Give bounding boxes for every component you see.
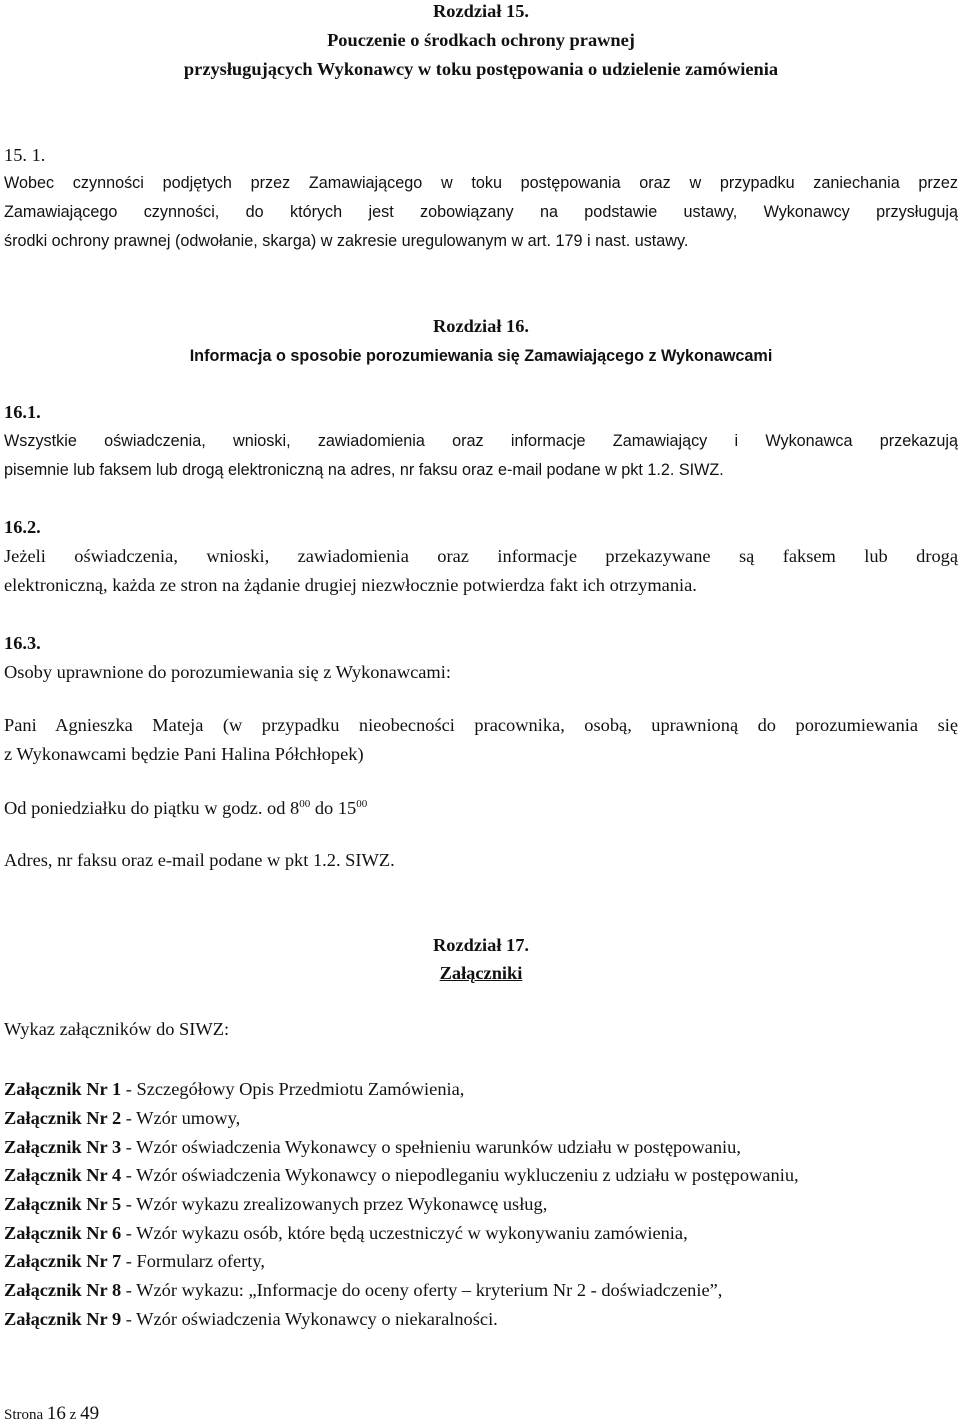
contact-address: Adres, nr faksu oraz e-mail podane w pkt 1.2. SIWZ. xyxy=(4,850,395,870)
attachment-description: - Formularz oferty, xyxy=(121,1251,266,1271)
attachment-description: - Wzór wykazu osób, które będą uczestniczyć w wykonywaniu zamówienia, xyxy=(121,1223,688,1243)
contact-person-line: Pani Agnieszka Mateja (w przypadku nieobecności pracownika, osobą, uprawnioną do porozumiewania się xyxy=(4,715,958,735)
office-hours xyxy=(4,797,958,819)
chapter-17-title: Załączniki xyxy=(439,963,523,983)
chapter-15-title-line-1: Pouczenie o środkach ochrony prawnej xyxy=(327,30,635,50)
section-16-2-line: Jeżeli oświadczenia, wnioski, zawiadomienia oraz informacje przekazywane są faksem lub drogą xyxy=(4,546,958,566)
attachment-description: - Wzór umowy, xyxy=(121,1108,241,1128)
current-page-number: 16 xyxy=(46,1403,66,1424)
attachment-item xyxy=(4,1164,958,1186)
attachment-list-intro: Wykaz załączników do SIWZ: xyxy=(4,1019,230,1039)
section-16-2-number: 16.2. xyxy=(4,517,41,537)
attachment-item xyxy=(4,1308,958,1330)
attachment-label: Załącznik Nr 1 xyxy=(4,1079,122,1099)
footer-separator: z xyxy=(65,1407,81,1423)
office-hours-prefix: Od poniedziałku do piątku w godz. od 8 xyxy=(4,798,300,818)
section-15-1-line: środki ochrony prawnej (odwołanie, skarga) w zakresie uregulowanym w art. 179 i nast. ustawy. xyxy=(4,232,689,250)
office-hours-end-minutes: 00 xyxy=(356,798,368,810)
contact-person-line: z Wykonawcami będzie Pani Halina Półchłopek) xyxy=(4,744,364,764)
chapter-15-title-line-2: przysługujących Wykonawcy w toku postępowania o udzielenie zamówienia xyxy=(183,59,779,79)
attachment-item xyxy=(4,1250,958,1272)
chapter-16-heading: Rozdział 16. xyxy=(432,316,530,336)
section-16-1-line: Wszystkie oświadczenia, wnioski, zawiadomienia oraz informacje Zamawiający i Wykonawca przekazują xyxy=(4,432,958,450)
attachment-item xyxy=(4,1136,958,1158)
attachment-item xyxy=(4,1078,958,1100)
chapter-16-title: Informacja o sposobie porozumiewania się Zamawiającego z Wykonawcami xyxy=(189,347,773,365)
attachment-label: Załącznik Nr 6 xyxy=(4,1223,122,1243)
attachment-item xyxy=(4,1222,958,1244)
attachment-description: - Wzór wykazu zrealizowanych przez Wykonawcę usług, xyxy=(121,1194,548,1214)
footer-prefix: Strona xyxy=(4,1407,47,1423)
attachment-description: - Wzór oświadczenia Wykonawcy o niekaralności. xyxy=(121,1309,498,1329)
section-16-2-line: elektroniczną, każda ze stron na żądanie drugiej niezwłocznie potwierdza fakt ich otrzymania. xyxy=(4,575,697,595)
attachment-label: Załącznik Nr 4 xyxy=(4,1165,122,1185)
section-15-1-number: 15. 1. xyxy=(4,145,46,165)
attachment-item xyxy=(4,1193,958,1215)
office-hours-start-minutes: 00 xyxy=(299,798,311,810)
attachment-description: - Szczegółowy Opis Przedmiotu Zamówienia, xyxy=(121,1079,465,1099)
attachment-item xyxy=(4,1107,958,1129)
section-16-1-number: 16.1. xyxy=(4,402,41,422)
section-16-1-line: pisemnie lub faksem lub drogą elektroniczną na adres, nr faksu oraz e-mail podane w pkt 1.2. SIWZ. xyxy=(4,461,724,479)
attachment-label: Załącznik Nr 9 xyxy=(4,1309,122,1329)
attachment-description: - Wzór oświadczenia Wykonawcy o spełnieniu warunków udziału w postępowaniu, xyxy=(121,1137,741,1157)
section-15-1-line: Wobec czynności podjętych przez Zamawiającego w toku postępowania oraz w przypadku zaniechania przez xyxy=(4,174,958,192)
total-page-count: 49 xyxy=(80,1403,100,1424)
section-16-3-number: 16.3. xyxy=(4,633,41,653)
attachment-description: - Wzór oświadczenia Wykonawcy o niepodleganiu wykluczeniu z udziału w postępowaniu, xyxy=(121,1165,799,1185)
section-15-1-line: Zamawiającego czynności, do których jest zobowiązany na podstawie ustawy, Wykonawcy przysługują xyxy=(4,203,958,221)
attachment-label: Załącznik Nr 7 xyxy=(4,1251,122,1271)
attachment-item xyxy=(4,1279,958,1301)
attachment-label: Załącznik Nr 8 xyxy=(4,1280,122,1300)
attachment-description: - Wzór wykazu: „Informacje do oceny oferty – kryterium Nr 2 - doświadczenie”, xyxy=(121,1280,723,1300)
attachment-label: Załącznik Nr 3 xyxy=(4,1137,122,1157)
office-hours-mid: do 15 xyxy=(310,798,357,818)
attachment-label: Załącznik Nr 5 xyxy=(4,1194,122,1214)
chapter-17-heading: Rozdział 17. xyxy=(432,935,530,955)
chapter-15-heading: Rozdział 15. xyxy=(432,1,530,21)
attachment-label: Załącznik Nr 2 xyxy=(4,1108,122,1128)
page-footer xyxy=(4,1405,99,1424)
section-16-3-text: Osoby uprawnione do porozumiewania się z Wykonawcami: xyxy=(4,662,451,682)
